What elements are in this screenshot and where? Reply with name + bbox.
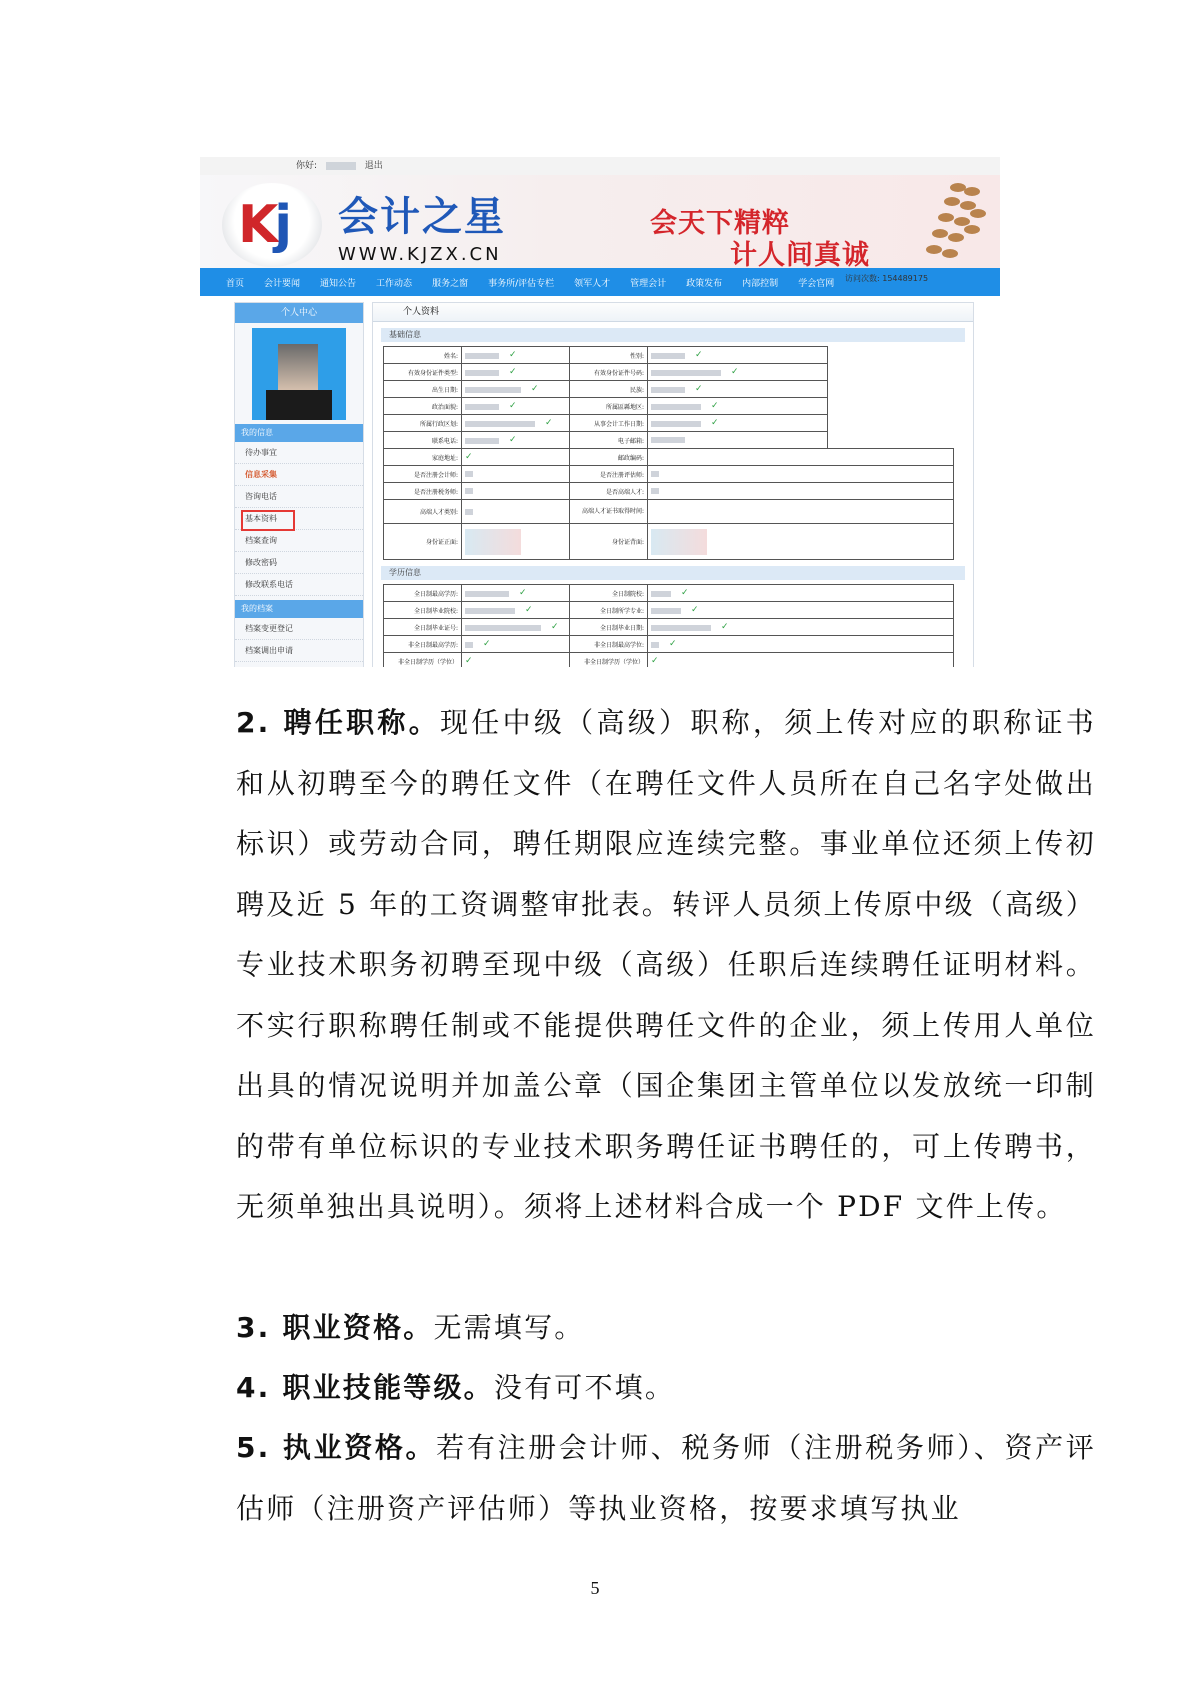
paragraph-heading: 4. 职业技能等级。 [236,1371,494,1404]
avatar [252,328,346,420]
slogan-line-2: 计人间真诚 [730,240,870,271]
paragraph-text: 没有可不填。 [493,1371,676,1404]
nav-item[interactable]: 学会官网 [798,278,835,289]
greeting-text: 你好: [296,161,318,171]
main-area [200,298,1000,667]
education-table: 全日制最高学历: ✓ 全日制院校: ✓ 全日制毕业院校: ✓ 全日制所学专业: ✓ 全日制毕业证号: ✓ 全日制毕业日期: ✓ 非全日制最高学历: ✓ 非全日制最高学位: ✓ 非全日制学历（学位） ✓ 非全日制学历（学位） ✓ [383,584,954,667]
sidebar-item[interactable]: 信息采集 [235,464,363,486]
logout-link[interactable]: 退出 [364,161,383,171]
profile-title: 个人资料 [373,303,973,322]
page-number: 5 [590,1578,600,1598]
sidebar-item[interactable]: 档案查询 [235,530,363,552]
sidebar-item[interactable]: 待办事宜 [235,442,363,464]
abacus-icon [920,179,990,265]
visit-counter: 访问次数: 154489175 [845,274,929,283]
paragraph-heading: 5. 执业资格。 [236,1431,437,1464]
paragraph-text: 现任中级（高级）职称，须上传对应的职称证书和从初聘至今的聘任文件（在聘任文件人员所在自己名字处做出标识）或劳动合同，聘任期限应连续完整。事业单位还须上传初聘及近 5 年的工资调整审批表。转评人员须上传原中级（高级）专业技术职务初聘至现中级（高级）任职后连续聘任证明材料。不实行职称聘任制或不能提供聘任文件的企业，须上传用人单位出具的情况说明并加盖公章（国企集团主管单位以发放统一印制的带有单位标识的专业技术职务聘任证书聘任的，可上传聘书，无须单独出具说明）。须将上述材料合成一个 PDF 文件上传。 [236,706,1097,1223]
sidebar-item[interactable]: 档案调出申请 [235,640,363,662]
site-name: 会计之星 [338,194,506,240]
paragraph-text: 若有注册会计师、税务师（注册税务师）、资产评估师（注册资产评估师）等执业资格，按要求填写执业 [236,1431,1097,1525]
nav-item[interactable]: 领军人才 [574,278,611,289]
nav-item[interactable]: 通知公告 [320,278,357,289]
site-banner [200,175,1000,283]
blurred-face [278,344,318,392]
site-logo: Kj [238,195,289,255]
section-basic-info: 基础信息 [381,328,965,342]
nav-item[interactable]: 事务所/评估专栏 [488,278,555,289]
site-url: WWW.KJZX.CN [338,244,502,265]
paragraph-heading: 3. 职业资格。 [236,1311,434,1344]
nav-item[interactable]: 政策发布 [686,278,723,289]
nav-item[interactable]: 会计要闻 [264,278,301,289]
left-sidebar [234,302,364,667]
paragraph-item-4 [173,1358,1096,1419]
paragraph-item-2 [173,693,1096,1238]
id-card-back-image [651,529,707,555]
profile-panel [372,302,974,667]
paragraph-item-5 [173,1418,1096,1539]
paragraph-heading: 2. 聘任职称。 [236,706,441,739]
basic-info-table: 姓名: ✓ 性别: ✓ 有效身份证件类型: ✓ 有效身份证件号码: ✓ 出生日期: ✓ 民族: ✓ 政治面貌: ✓ 所属區縣地区: ✓ 所属行政区划: ✓ 从事会计工作日期: ✓ 联系电话: ✓ 电子邮箱: 家庭地址: ✓ 邮政编码: 是否注册会计师: 是否注册评估师: 是否注册税务师: 是否高端人才: 高端人才类别: 高端人才证书取得时间: 身份证正面: 身份证背面: [383,346,954,560]
menu-header-my-archive[interactable]: 我的档案 [235,600,363,618]
embedded-screenshot [200,157,1000,667]
nav-item[interactable]: 首页 [226,278,245,289]
nav-item[interactable]: 内部控制 [742,278,779,289]
sidebar-item[interactable]: 咨询电话 [235,486,363,508]
sidebar-item[interactable]: 修改联系电话 [235,574,363,596]
id-card-front-image [465,529,521,555]
section-education: 学历信息 [381,566,965,580]
personal-center-header: 个人中心 [235,303,363,323]
slogan-line-1: 会天下精粹 [650,208,790,239]
sidebar-item[interactable]: 档案变更登记 [235,618,363,640]
paragraph-text: 无需填写。 [433,1311,585,1344]
sidebar-item[interactable]: 修改密码 [235,552,363,574]
nav-item[interactable]: 工作动态 [376,278,413,289]
blurred-username [326,162,356,170]
top-bar [200,157,1000,175]
nav-item[interactable]: 服务之窗 [432,278,469,289]
nav-item[interactable]: 管理会计 [630,278,667,289]
sidebar-item-basic-info[interactable]: 基本资料 [235,508,363,530]
paragraph-item-3 [173,1298,1096,1359]
menu-header-my-info[interactable]: 我的信息 [235,424,363,442]
avatar-body [266,390,332,420]
